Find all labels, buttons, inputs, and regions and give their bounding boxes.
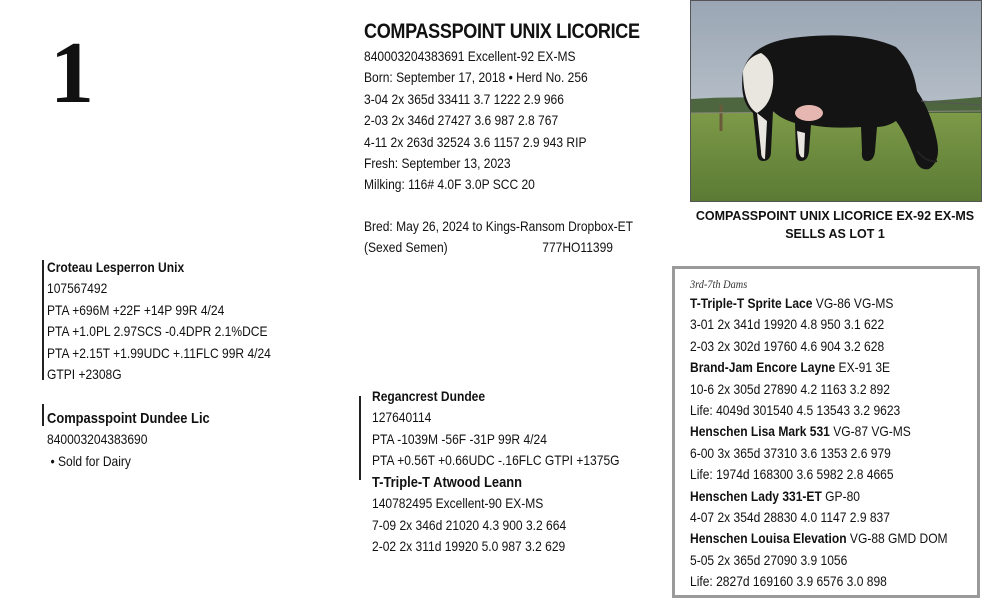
sexed-semen-line bbox=[364, 237, 633, 258]
dam-sire-line: PTA -1039M -56F -31P 99R 4/24 bbox=[372, 430, 547, 447]
dam-entry-name bbox=[690, 421, 948, 442]
dam-entry-title: Henschen Lady 331-ET bbox=[690, 487, 822, 504]
dam-entry-name bbox=[690, 486, 948, 507]
breeding-info bbox=[364, 216, 633, 259]
photo-caption bbox=[690, 207, 980, 243]
sire-line: PTA +696M +22F +14P 99R 4/24 bbox=[47, 301, 225, 318]
granddam-line: 2-02 2x 311d 19920 5.0 987 3.2 629 bbox=[372, 538, 566, 555]
animal-line: 3-04 2x 365d 33411 3.7 1222 2.9 966 bbox=[364, 90, 564, 107]
dam-entry-line: 3-01 2x 341d 19920 4.8 950 3.1 622 bbox=[690, 316, 885, 333]
dam-sire-name: Regancrest Dundee bbox=[372, 388, 486, 404]
dam-sire-info bbox=[372, 386, 620, 472]
sexed-semen: (Sexed Semen) bbox=[364, 239, 448, 256]
pedigree-bracket bbox=[359, 396, 361, 480]
dam-entry-line: Life: 4049d 301540 4.5 13543 3.2 9623 bbox=[690, 402, 901, 419]
dam-entry-score: VG-87 VG-MS bbox=[829, 423, 911, 440]
animal-info bbox=[364, 46, 588, 196]
animal-line: 2-03 2x 346d 27427 3.6 987 2.8 767 bbox=[364, 112, 559, 129]
animal-line: 4-11 2x 263d 32524 3.6 1157 2.9 943 RIP bbox=[364, 133, 587, 150]
dam-entry-title: T-Triple-T Sprite Lace bbox=[690, 295, 813, 311]
pedigree-bracket bbox=[42, 260, 44, 380]
animal-line: 840003204383691 Excellent-92 EX-MS bbox=[364, 48, 576, 64]
dam-sire-line: PTA +0.56T +0.66UDC -.16FLC GTPI +1375G bbox=[372, 452, 620, 469]
bull-code: 777HO11399 bbox=[542, 239, 613, 256]
dam-entry-line: 2-03 2x 302d 19760 4.6 904 3.2 628 bbox=[690, 337, 885, 354]
dam-entry-score: VG-86 VG-MS bbox=[812, 295, 894, 311]
cow-photo bbox=[690, 0, 982, 202]
dam-entry-title: Henschen Lisa Mark 531 bbox=[690, 423, 830, 440]
sire-line: GTPI +2308G bbox=[47, 366, 122, 383]
sire-line: PTA +2.15T +1.99UDC +.11FLC 99R 4/24 bbox=[47, 344, 271, 361]
sire-info bbox=[47, 257, 271, 385]
dam-entry-score: EX-91 3E bbox=[835, 359, 891, 376]
animal-line: Born: September 17, 2018 • Herd No. 256 bbox=[364, 69, 588, 86]
lot-number: 1 bbox=[50, 25, 94, 122]
granddam-info bbox=[372, 472, 566, 558]
dam-entry-line: 6-00 3x 365d 37310 3.6 1353 2.6 979 bbox=[690, 444, 891, 461]
photo-caption-line: COMPASSPOINT UNIX LICORICE EX-92 EX-MS bbox=[695, 209, 975, 223]
dam-entry-line: 4-07 2x 354d 28830 4.0 1147 2.9 837 bbox=[690, 509, 890, 526]
dam-line: • Sold for Dairy bbox=[50, 452, 131, 469]
sire-line: 107567492 bbox=[47, 280, 108, 297]
animal-line: Fresh: September 13, 2023 bbox=[364, 155, 511, 172]
dam-entry-title: Brand-Jam Encore Layne bbox=[690, 359, 836, 376]
dam-entry-line: 10-6 2x 305d 27890 4.2 1163 3.2 892 bbox=[690, 380, 890, 397]
dam-entry-title: Henschen Louisa Elevation bbox=[690, 530, 847, 547]
dams-heading: 3rd-7th Dams bbox=[690, 277, 748, 291]
granddam-line: 7-09 2x 346d 21020 4.3 900 3.2 664 bbox=[372, 516, 567, 533]
animal-name: COMPASSPOINT UNIX LICORICE bbox=[364, 20, 640, 43]
sire-line: PTA +1.0PL 2.97SCS -0.4DPR 2.1%DCE bbox=[47, 323, 268, 340]
dam-info bbox=[47, 408, 210, 472]
dam-entry-name bbox=[690, 357, 948, 378]
dam-entry-score: VG-88 GMD DOM bbox=[846, 530, 948, 547]
dams-box bbox=[672, 266, 980, 598]
cow-photo-image bbox=[691, 1, 981, 201]
pedigree-bracket bbox=[42, 404, 44, 426]
granddam-line: 140782495 Excellent-90 EX-MS bbox=[372, 495, 544, 512]
bred-line: Bred: May 26, 2024 to Kings-Ransom Dropbox-ET bbox=[364, 218, 634, 234]
animal-line: Milking: 116# 4.0F 3.0P SCC 20 bbox=[364, 176, 535, 193]
dams-content bbox=[690, 275, 948, 593]
sire-name: Croteau Lesperron Unix bbox=[47, 259, 185, 275]
dam-name: Compasspoint Dundee Lic bbox=[47, 410, 210, 427]
dam-line: 840003204383690 bbox=[47, 431, 148, 448]
dam-entry-line: Life: 2827d 169160 3.9 6576 3.0 898 bbox=[690, 573, 887, 590]
dam-entry-name bbox=[690, 293, 948, 314]
granddam-name: T-Triple-T Atwood Leann bbox=[372, 474, 523, 491]
dam-entry-line: Life: 1974d 168300 3.6 5982 2.8 4665 bbox=[690, 466, 894, 483]
dam-entry-line: 5-05 2x 365d 27090 3.9 1056 bbox=[690, 551, 848, 568]
dam-entry-score: GP-80 bbox=[821, 487, 860, 504]
dam-sire-line: 127640114 bbox=[372, 409, 432, 426]
photo-caption-line: SELLS AS LOT 1 bbox=[785, 227, 885, 241]
dam-entry-name bbox=[690, 528, 948, 549]
